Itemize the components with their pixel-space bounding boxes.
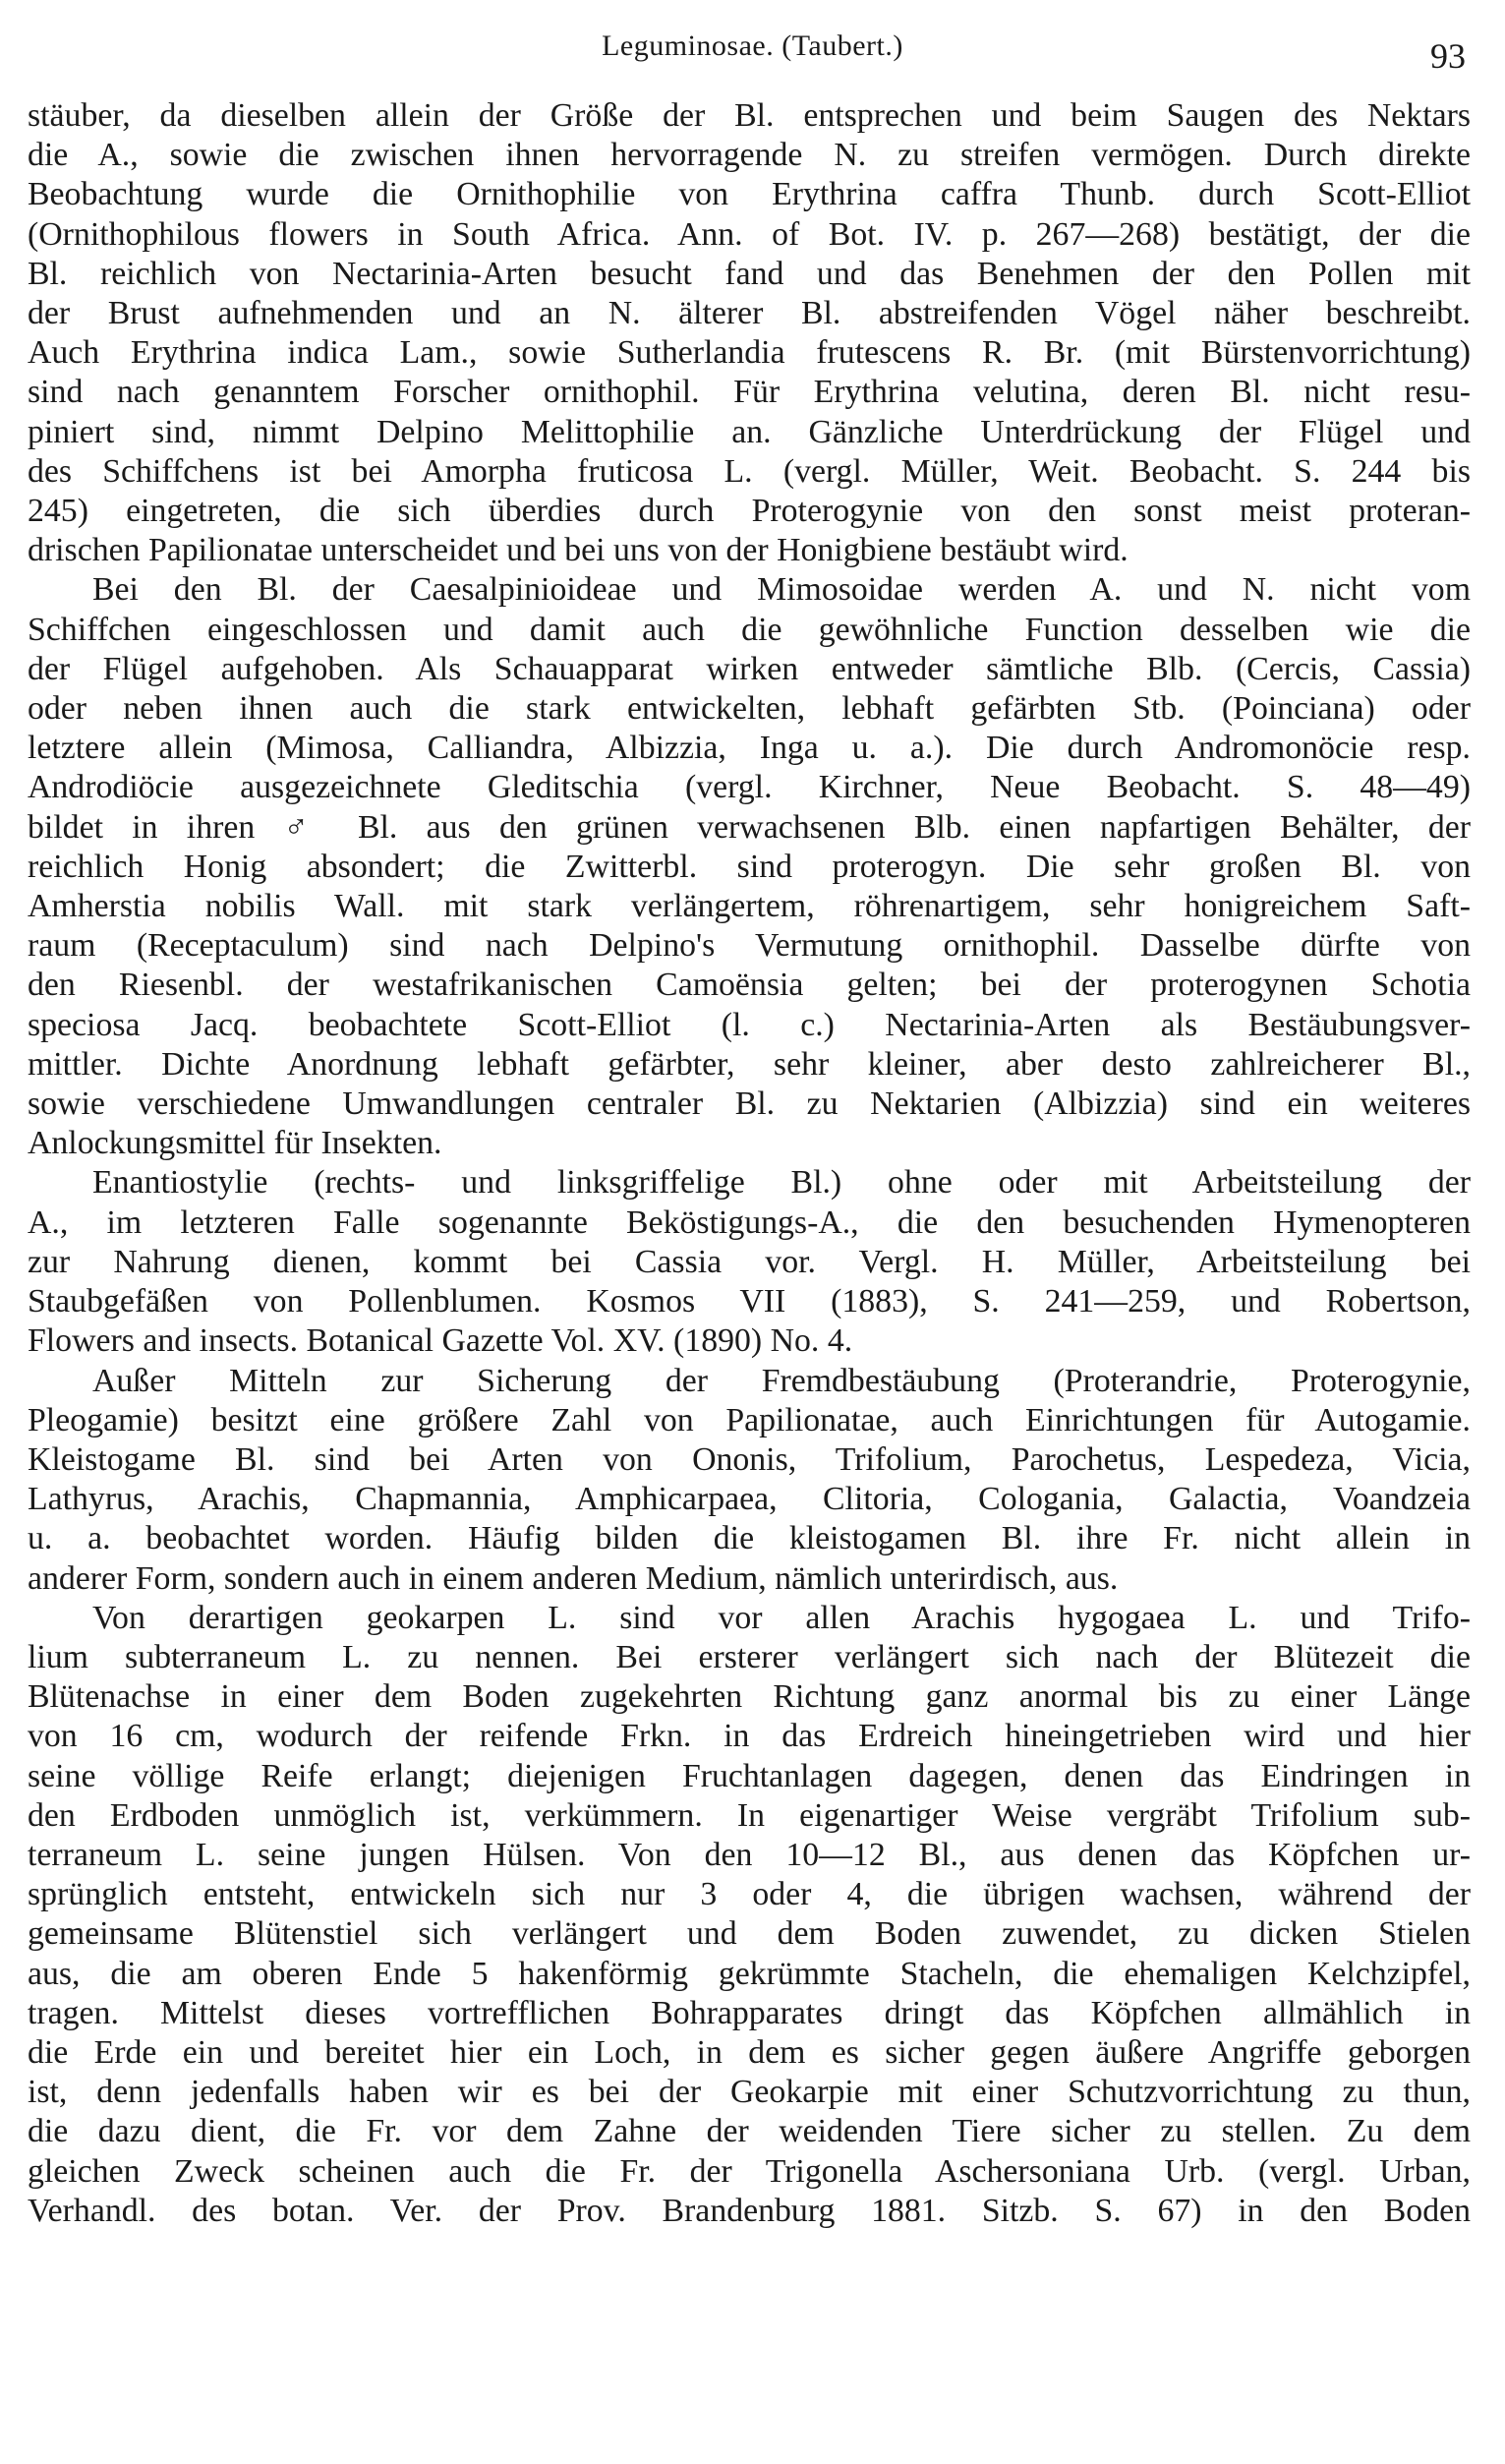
text-line: Blütenachse in einer dem Boden zugekehrten Richtung ganz anormal bis zu einer Länge — [28, 1678, 1471, 1716]
text-line: gleichen Zweck scheinen auch die Fr. der Trigonella Aschersoniana Urb. (vergl. Urban, — [28, 2152, 1471, 2190]
text-line: 245) eingetreten, die sich überdies durch Proterogynie von den sonst meist proteran- — [28, 493, 1471, 530]
text-line: u. a. beobachtet worden. Häufig bilden die kleistogamen Bl. ihre Fr. nicht allein in — [28, 1520, 1471, 1557]
text-line: seine völlige Reife erlangt; diejenigen Fruchtanlagen dagegen, denen das Eindringen in — [28, 1757, 1471, 1794]
text-line: Androdiöcie ausgezeichnete Gleditschia (vergl. Kirchner, Neue Beobacht. S. 48—49) — [28, 769, 1471, 806]
text-line: Amherstia nobilis Wall. mit stark verlängertem, röhrenartigem, sehr honigreichem Saft- — [28, 888, 1471, 925]
text-line: Bei den Bl. der Caesalpinioideae und Mimosoidae werden A. und N. nicht vom — [92, 571, 1471, 609]
text-line: Beobachtung wurde die Ornithophilie von Erythrina caffra Thunb. durch Scott-Elliot — [28, 176, 1471, 213]
text-line: zur Nahrung dienen, kommt bei Cassia vor. Vergl. H. Müller, Arbeitsteilung bei — [28, 1243, 1471, 1280]
text-line: (Ornithophilous flowers in South Africa. Ann. of Bot. IV. p. 267—268) bestätigt, der die — [28, 215, 1471, 253]
text-line: Verhandl. des botan. Ver. der Prov. Brandenburg 1881. Sitzb. S. 67) in den Boden — [28, 2192, 1471, 2229]
text-line: letztere allein (Mimosa, Calliandra, Albizzia, Inga u. a.). Die durch Andromonöcie resp. — [28, 730, 1471, 767]
text-line: Auch Erythrina indica Lam., sowie Sutherlandia frutescens R. Br. (mit Bürstenvorrichtung) — [28, 334, 1471, 372]
text-line: ist, denn jedenfalls haben wir es bei der Geokarpie mit einer Schutzvorrichtung zu thun, — [28, 2074, 1471, 2111]
text-line: lium subterraneum L. zu nennen. Bei ersterer verlängert sich nach der Blütezeit die — [28, 1638, 1471, 1675]
text-line: reichlich Honig absondert; die Zwitterbl. sind proterogyn. Die sehr großen Bl. von — [28, 848, 1471, 885]
text-line: Pleogamie) besitzt eine größere Zahl von Papilionatae, auch Einrichtungen für Autogamie. — [28, 1401, 1471, 1438]
text-line: terraneum L. seine jungen Hülsen. Von den 10—12 Bl., aus denen das Köpfchen ur- — [28, 1836, 1471, 1873]
text-line: raum (Receptaculum) sind nach Delpino's Vermutung ornithophil. Dasselbe dürfte von — [28, 927, 1471, 965]
text-line: Anlockungsmittel für Insekten. — [28, 1125, 442, 1162]
text-line: den Erdboden unmöglich ist, verkümmern. In eigenartiger Weise vergräbt Trifolium sub- — [28, 1796, 1471, 1834]
text-line: Von derartigen geokarpen L. sind vor allen Arachis hygogaea L. und Trifo- — [92, 1599, 1471, 1636]
text-line: aus, die am oberen Ende 5 hakenförmig gekrümmte Stacheln, die ehemaligen Kelchzipfel, — [28, 1955, 1471, 1992]
text-line: drischen Papilionatae unterscheidet und bei uns von der Honigbiene bestäubt wird. — [28, 532, 1129, 569]
text-line: bildet in ihren ♂ Bl. aus den grünen verwachsenen Blb. einen napfartigen Behälter, der — [28, 808, 1471, 846]
text-line: sind nach genanntem Forscher ornithophil. Für Erythrina velutina, deren Bl. nicht resu- — [28, 374, 1471, 411]
body-text — [28, 96, 1471, 2231]
text-line: stäuber, da dieselben allein der Größe der Bl. entsprechen und beim Saugen des Nektars — [28, 97, 1471, 134]
text-line: anderer Form, sondern auch in einem anderen Medium, nämlich unterirdisch, aus. — [28, 1559, 1119, 1597]
text-line: Staubgefäßen von Pollenblumen. Kosmos VII (1883), S. 241—259, und Robertson, — [28, 1283, 1471, 1320]
text-line: Außer Mitteln zur Sicherung der Fremdbestäubung (Proterandrie, Proterogynie, — [92, 1362, 1471, 1399]
text-line: sprünglich entsteht, entwickeln sich nur 3 oder 4, die übrigen wachsen, während der — [28, 1876, 1471, 1913]
text-line: Lathyrus, Arachis, Chapmannia, Amphicarpaea, Clitoria, Cologania, Galactia, Voandzeia — [28, 1481, 1471, 1518]
text-line: der Brust aufnehmenden und an N. älterer Bl. abstreifenden Vögel näher beschreibt. — [28, 295, 1471, 332]
text-line: die dazu dient, die Fr. vor dem Zahne der weidenden Tiere sicher zu stellen. Zu dem — [28, 2113, 1471, 2150]
text-line: der Flügel aufgehoben. Als Schauapparat wirken entweder sämtliche Blb. (Cercis, Cassia) — [28, 650, 1471, 687]
text-line: die Erde ein und bereitet hier ein Loch, in dem es sicher gegen äußere Angriffe geborgen — [28, 2033, 1471, 2071]
text-line: oder neben ihnen auch die stark entwickelten, lebhaft gefärbten Stb. (Poinciana) oder — [28, 690, 1471, 728]
text-line: A., im letzteren Falle sogenannte Beköstigungs-A., die den besuchenden Hymenopteren — [28, 1203, 1471, 1241]
text-line: piniert sind, nimmt Delpino Melittophilie an. Gänzliche Unterdrückung der Flügel und — [28, 413, 1471, 450]
running-title: Leguminosae. (Taubert.) — [602, 29, 903, 62]
text-line: Flowers and insects. Botanical Gazette Vol. XV. (1890) No. 4. — [28, 1322, 853, 1360]
text-line: sowie verschiedene Umwandlungen centraler Bl. zu Nektarien (Albizzia) sind ein weiteres — [28, 1085, 1471, 1123]
text-line: Bl. reichlich von Nectarinia-Arten besucht fand und das Benehmen der den Pollen mit — [28, 255, 1471, 292]
text-line: tragen. Mittelst dieses vortrefflichen Bohrapparates dringt das Köpfchen allmählich in — [28, 1994, 1471, 2031]
text-line: den Riesenbl. der westafrikanischen Camoënsia gelten; bei der proterogynen Schotia — [28, 967, 1471, 1004]
text-line: von 16 cm, wodurch der reifende Frkn. in das Erdreich hineingetrieben wird und hier — [28, 1718, 1471, 1755]
text-line: Enantiostylie (rechts- und linksgriffelige Bl.) ohne oder mit Arbeitsteilung der — [92, 1164, 1471, 1202]
text-line: des Schiffchens ist bei Amorpha fruticosa L. (vergl. Müller, Weit. Beobacht. S. 244 bis — [28, 452, 1471, 490]
text-line: mittler. Dichte Anordnung lebhaft gefärbter, sehr kleiner, aber desto zahlreicherer Bl., — [28, 1045, 1471, 1083]
text-line: speciosa Jacq. beobachtete Scott-Elliot (l. c.) Nectarinia-Arten als Bestäubungsver- — [28, 1006, 1471, 1043]
text-line: die A., sowie die zwischen ihnen hervorragende N. zu streifen vermögen. Durch direkte — [28, 137, 1471, 174]
text-line: gemeinsame Blütenstiel sich verlängert und dem Boden zuwendet, zu dicken Stielen — [28, 1915, 1471, 1953]
text-line: Kleistogame Bl. sind bei Arten von Ononis, Trifolium, Parochetus, Lespedeza, Vicia, — [28, 1440, 1471, 1478]
page-number: 93 — [1430, 36, 1466, 76]
running-head — [0, 22, 1505, 76]
text-line: Schiffchen eingeschlossen und damit auch die gewöhnliche Function desselben wie die — [28, 611, 1471, 648]
